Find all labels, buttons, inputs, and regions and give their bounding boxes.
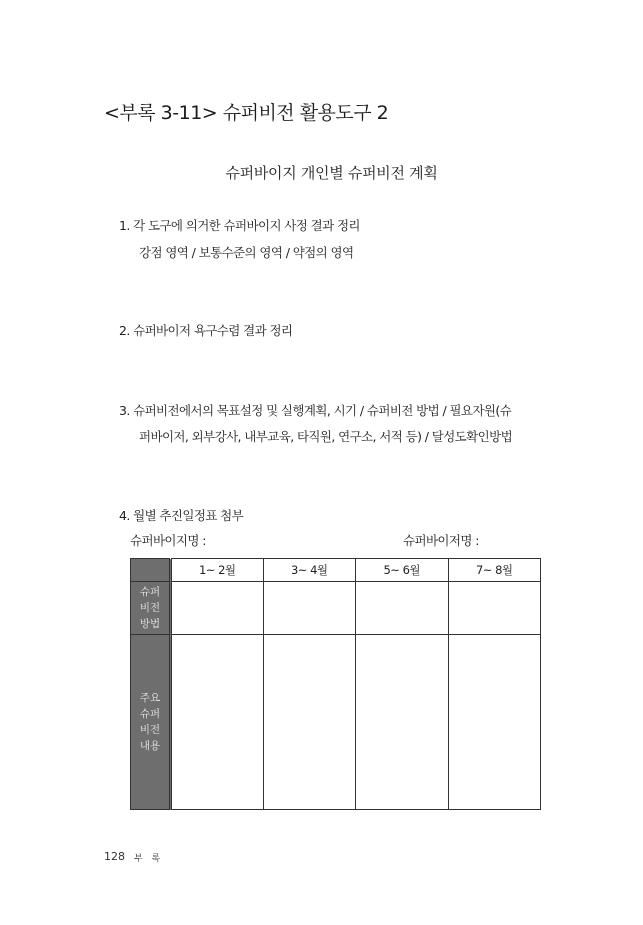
form-title: 슈퍼바이지 개인별 슈퍼비전 계획 [225,164,438,182]
monthly-schedule-table [130,558,541,810]
column-header: 3~ 4월 [263,559,356,582]
table-cell[interactable] [171,634,264,809]
item-1-assessment: 1. 각 도구에 의거한 슈퍼바이지 사정 결과 정리 [119,218,360,233]
table-row-content [131,634,541,809]
row-header-method: 슈퍼 비전 방법 [131,582,171,635]
table-row-method [131,582,541,635]
table-cell[interactable] [448,582,541,635]
item-3-plan-line1: 3. 슈퍼비전에서의 목표설정 및 실행계획, 시기 / 슈퍼비전 방법 / 필요자원(슈 [119,403,512,418]
table-cell[interactable] [263,634,356,809]
table-cell[interactable] [448,634,541,809]
column-header: 1~ 2월 [171,559,264,582]
section-label: 부 록 [134,854,164,864]
row-header-content: 주요 슈퍼 비전 내용 [131,634,171,809]
table-cell[interactable] [171,582,264,635]
item-1-areas: 강점 영역 / 보통수준의 영역 / 약점의 영역 [139,245,354,260]
item-4-schedule: 4. 월별 추진일정표 첨부 [119,508,244,523]
column-header: 5~ 6월 [356,559,449,582]
supervisor-name-label: 슈퍼바이저명 : [403,533,479,548]
table-header-row [131,559,541,582]
item-3-plan-line2: 퍼바이저, 외부강사, 내부교육, 타직원, 연구소, 서적 등) / 달성도확인방법 [139,429,513,444]
table-cell[interactable] [263,582,356,635]
appendix-title: <부록 3-11> 슈퍼비전 활용도구 2 [104,102,389,124]
column-header: 7~ 8월 [448,559,541,582]
supervisee-name-label: 슈퍼바이지명 : [130,533,206,548]
table-cell[interactable] [356,582,449,635]
table-corner-cell [131,559,171,582]
table-cell[interactable] [356,634,449,809]
page-number: 128 [104,850,125,863]
item-2-needs: 2. 슈퍼바이저 욕구수렴 결과 정리 [119,323,293,338]
